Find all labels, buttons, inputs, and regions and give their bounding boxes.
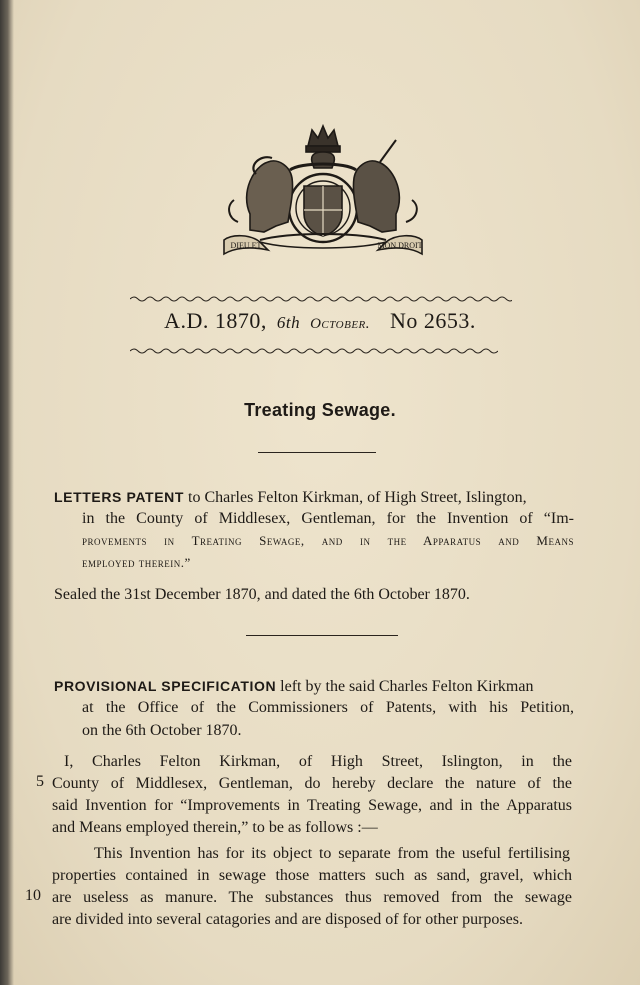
letters-patent-lead: LETTERS PATENT [54, 489, 184, 505]
patent-number: No 2653. [390, 308, 476, 333]
body-line-3: said Invention for “Improvements in Treating Sewage, and in the Apparatus [52, 797, 572, 814]
motto-right: MON DROIT [377, 241, 423, 250]
patent-day: 6th [276, 313, 301, 332]
document-title: Treating Sewage. [244, 400, 396, 420]
letters-patent-line-4: employed therein.” [82, 555, 191, 570]
body-line-7: are useless as manure. The substances thus removed from the sewage [52, 889, 572, 906]
body-line-2: County of Middlesex, Gentleman, do hereby declare the nature of the [52, 775, 572, 792]
wavy-rule-bottom [130, 347, 498, 355]
patent-month: October. [310, 316, 371, 332]
sealed-date: Sealed the 31st December 1870, and dated the 6th October 1870. [54, 586, 470, 603]
provisional-line-2: at the Office of the Commissioners of Patents, with his Petition, [82, 699, 574, 716]
body-line-8: are divided into several catagories and are disposed of for other purposes. [52, 911, 523, 928]
body-line-6: properties contained in sewage those matters such as sand, gravel, which [52, 867, 572, 884]
line-number-5: 5 [36, 773, 44, 790]
line-number-10: 10 [25, 887, 41, 904]
provisional-line-1 [54, 675, 574, 698]
wavy-rule-top [130, 295, 512, 303]
body-line-5: This Invention has for its object to separate from the useful fertilising [94, 845, 570, 862]
patent-year: A.D. 1870, [164, 308, 267, 333]
patent-header [0, 308, 640, 334]
royal-coat-of-arms-icon [220, 122, 426, 258]
letters-patent-line-3: provements in Treating Sewage, and in the Apparatus and Means [82, 533, 574, 548]
book-spine-shadow [0, 0, 14, 985]
provisional-line-3: on the 6th October 1870. [82, 722, 242, 739]
divider-rule [258, 452, 376, 453]
letters-patent-line-1 [54, 486, 574, 509]
body-line-1: I, Charles Felton Kirkman, of High Street, Islington, in the [64, 753, 572, 770]
motto-left: DIEU ET [230, 241, 262, 250]
divider-rule [246, 635, 398, 636]
provisional-lead: PROVISIONAL SPECIFICATION [54, 678, 277, 694]
provisional-text: left by the said Charles Felton Kirkman [280, 678, 534, 695]
body-line-4: and Means employed therein,” to be as follows :— [52, 819, 378, 836]
letters-patent-text: to Charles Felton Kirkman, of High Street, Islington, [188, 489, 527, 506]
letters-patent-line-2: in the County of Middlesex, Gentleman, for the Invention of “Im- [82, 510, 574, 527]
